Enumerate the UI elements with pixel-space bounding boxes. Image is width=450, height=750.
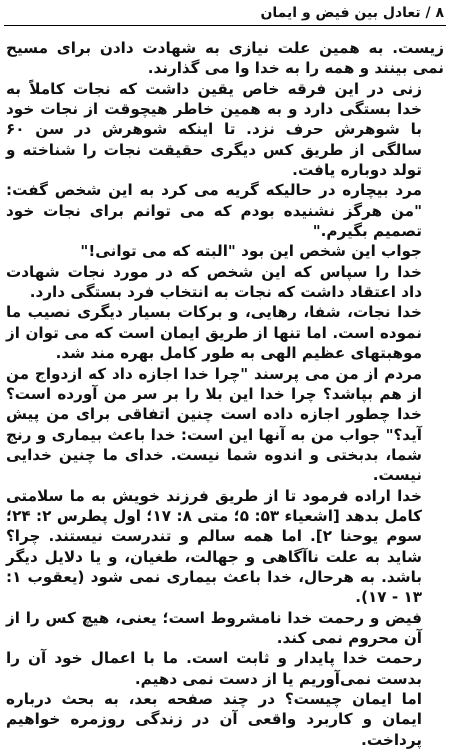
running-header: ۸ / تعادل بین فیض و ایمان bbox=[260, 5, 444, 21]
header-rule bbox=[4, 25, 446, 26]
paragraph: فیض و رحمت خدا نامشروط است؛ یعنی، هیچ کس را از آن محروم نمی کند. bbox=[6, 608, 422, 647]
paragraph: زیست. به همین علت نیازی به شهادت دادن برای مسیح نمی بینند و همه را به خدا وا می گذارند. bbox=[6, 39, 444, 78]
paragraph: خدا را سپاس که این شخص که در مورد نجات شهادت داد اعتقاد داشت که نجات به انتخاب فرد بستگی دارد. bbox=[6, 262, 422, 302]
paragraph: رحمت خدا پایدار و ثابت است. ما با اعمال خود آن را بدست نمی‌آوریم یا از دست نمی دهیم. bbox=[6, 649, 422, 688]
paragraph: اما ایمان چیست؟ در چند صفحه بعد، به بحث درباره ایمان و کاربرد واقعی آن در زندگی روزمره خواهیم پرداخت. bbox=[6, 690, 422, 749]
paragraph: زنی در این فرقه خاص یقین داشت که نجات کاملاً به خدا بستگی دارد و به همین خاطر هیچوقت از نجات خود با شوهرش حرف نزد. تا اینکه شوهرش در سن ۶۰ سالگی از طریق کس دیگری حقیقت نجات را شناخته و تولد دوباره یافت. bbox=[6, 79, 422, 180]
paragraph: مرد بیچاره در حالیکه گریه می کرد به این شخص گفت: "من هرگز نشنیده بودم که می توانم برای نجات خود تصمیم بگیرم." bbox=[6, 181, 422, 241]
paragraph: خدا اراده فرمود تا از طریق فرزند خویش به ما سلامتی کامل بدهد [اشعیاء ۵۳: ۵؛ متی ۸: ۱۷؛ اول پطرس ۲: ۲۴؛ سوم یوحنا ۲]. اما همه سالم و تندرست نیستند. چرا؟ شاید به علت ناآگاهی و جهالت، طغیان، و یا دلایل دیگر باشد. به هرحال، خدا باعث بیماری نمی شود (یعقوب ۱: ۱۳ - ۱۷). bbox=[6, 486, 422, 607]
paragraph: مردم از من می پرسند "چرا خدا اجازه داد که ازدواج من از هم بپاشد؟ چرا خدا این بلا را بر سر من آورده است؟ خدا چطور اجازه داده است چنین اتفاقی برای من پیش آید؟" جواب من به آنها این است: خدا باعث بیماری و رنج شما، بدبختی و اندوه شما نیست. خدای ما چنین خدایی نیست. bbox=[6, 364, 422, 485]
paragraph: خدا نجات، شفا، رهایی، و برکات بسیار دیگری نصیب ما نموده است. اما تنها از طریق ایمان است که می توان از موهبتهای عظیم الهی به طور کامل بهره مند شد. bbox=[6, 303, 422, 363]
page-body bbox=[6, 38, 444, 749]
paragraph: جواب این شخص این بود "البته که می توانی!" bbox=[80, 242, 422, 261]
